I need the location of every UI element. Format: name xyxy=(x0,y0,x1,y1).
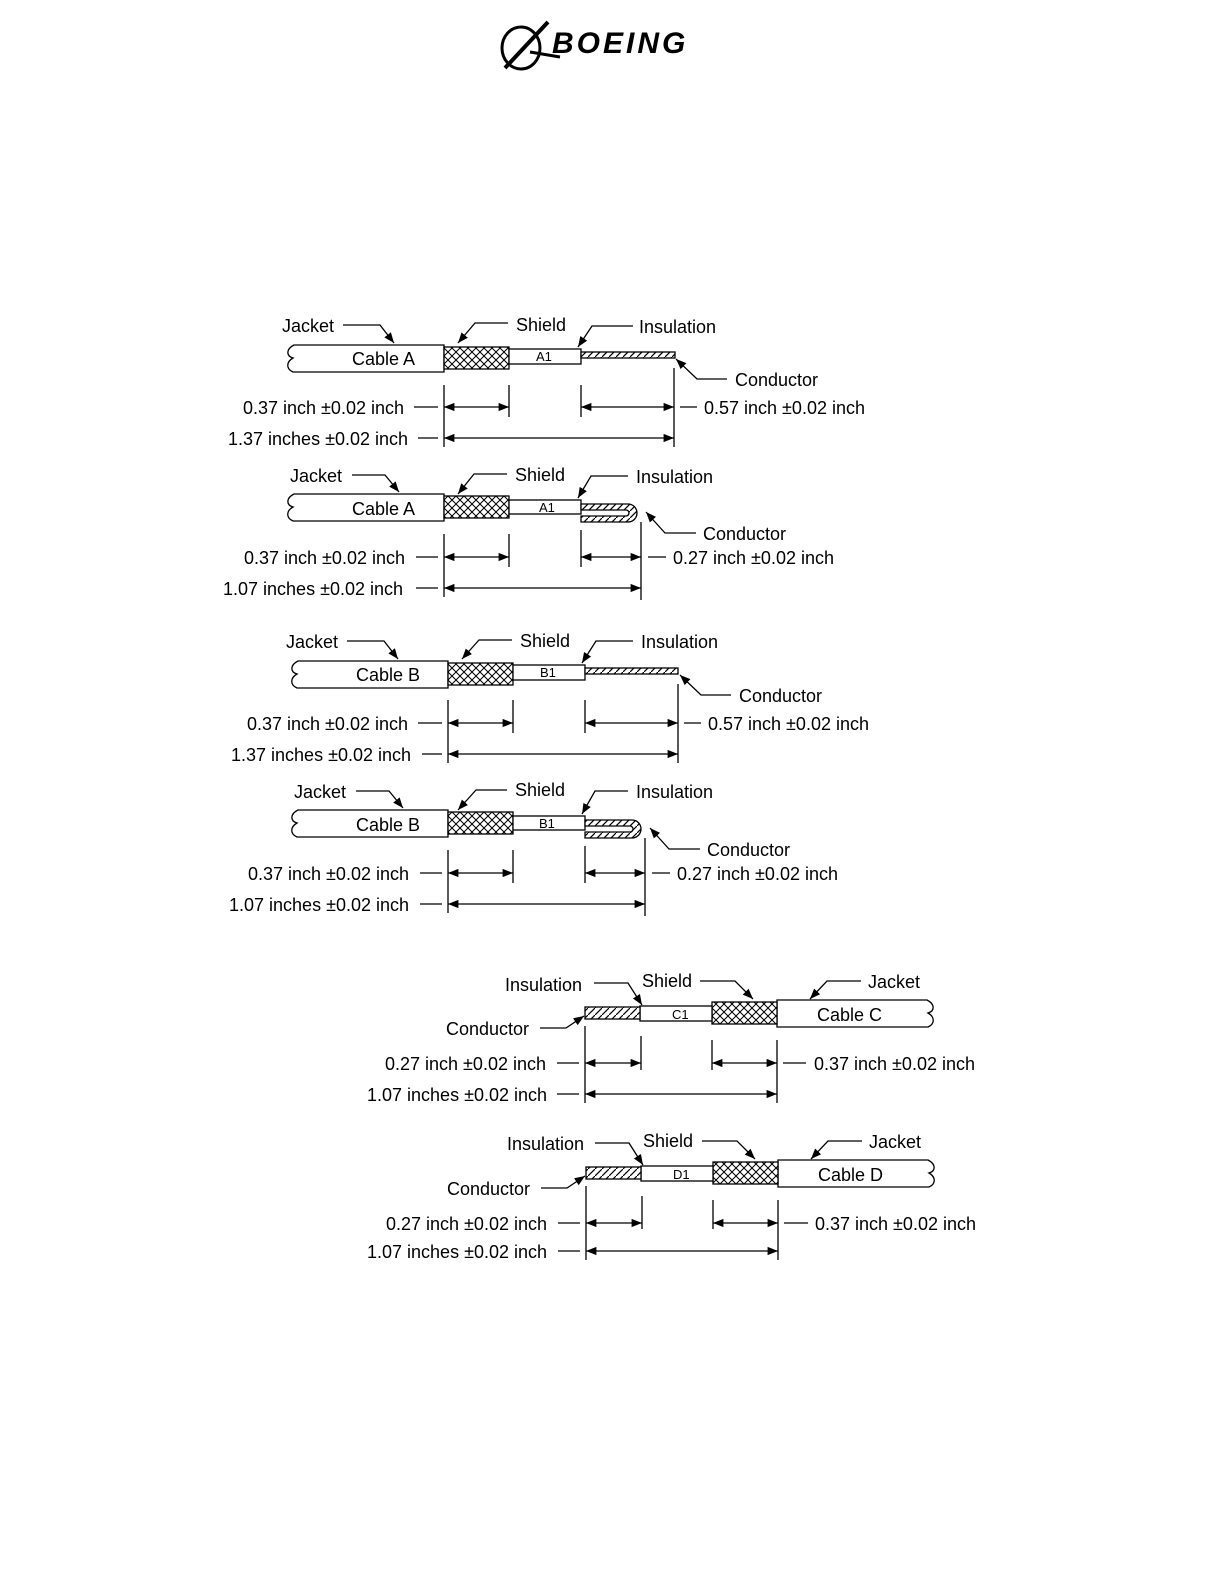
leader-line xyxy=(650,828,700,849)
leader-line xyxy=(578,326,633,347)
conductor-label: Conductor xyxy=(735,370,819,390)
dimension-label: 0.27 inch ±0.02 inch xyxy=(673,548,834,568)
leader-line xyxy=(458,790,507,810)
dimension-label: 0.37 inch ±0.02 inch xyxy=(815,1214,976,1234)
cable-name: Cable C xyxy=(817,1005,883,1025)
leader-line xyxy=(541,1176,585,1188)
jacket-label: Jacket xyxy=(869,1132,922,1152)
dimension-label: 1.37 inches ±0.02 inch xyxy=(231,745,411,765)
shield-label: Shield xyxy=(516,315,567,335)
shield-braid xyxy=(448,812,513,834)
dimension-label: 0.37 inch ±0.02 inch xyxy=(814,1054,975,1074)
insulation-label: Insulation xyxy=(505,975,583,995)
insulation-label: Insulation xyxy=(641,632,719,652)
shield-braid xyxy=(448,663,513,685)
dimension-label: 1.37 inches ±0.02 inch xyxy=(228,429,408,449)
dimension-label: 0.37 inch ±0.02 inch xyxy=(243,398,404,418)
jacket-label: Jacket xyxy=(294,782,347,802)
dimension-label: 0.27 inch ±0.02 inch xyxy=(386,1214,547,1234)
insulation-label: Insulation xyxy=(507,1134,585,1154)
marker-code: A1 xyxy=(536,349,552,364)
leader-line xyxy=(702,1141,755,1159)
shield-label: Shield xyxy=(520,631,571,651)
dimension-label: 0.27 inch ±0.02 inch xyxy=(385,1054,546,1074)
cable-name: Cable B xyxy=(356,665,421,685)
dimension-label: 0.37 inch ±0.02 inch xyxy=(244,548,405,568)
diagram-cable-c xyxy=(540,981,933,1103)
leader-line xyxy=(676,359,727,379)
marker-code: C1 xyxy=(672,1007,689,1022)
dimension-label: 0.57 inch ±0.02 inch xyxy=(708,714,869,734)
marker-code: B1 xyxy=(540,665,556,680)
shield-label: Shield xyxy=(642,971,693,991)
jacket-label: Jacket xyxy=(282,316,335,336)
leader-line xyxy=(811,1141,862,1159)
shield-braid xyxy=(444,496,509,518)
boeing-wordmark: BOEING xyxy=(552,27,689,60)
dimension-label: 0.27 inch ±0.02 inch xyxy=(677,864,838,884)
conductor-label: Conductor xyxy=(703,524,787,544)
cable-name: Cable A xyxy=(352,499,416,519)
leader-line xyxy=(582,791,628,814)
insulation-strip xyxy=(585,1007,640,1019)
jacket-label: Jacket xyxy=(868,972,921,992)
leader-line xyxy=(700,981,753,999)
cable-name: Cable D xyxy=(818,1165,884,1185)
leader-line xyxy=(810,981,861,999)
marker-code: A1 xyxy=(539,500,555,515)
jacket-label: Jacket xyxy=(286,632,339,652)
marker-code: D1 xyxy=(673,1167,690,1182)
dimension-label: 1.07 inches ±0.02 inch xyxy=(229,895,409,915)
leader-line xyxy=(540,1016,584,1028)
shield-label: Shield xyxy=(643,1131,694,1151)
leader-line xyxy=(458,474,507,494)
dimension-label: 0.37 inch ±0.02 inch xyxy=(248,864,409,884)
leader-line xyxy=(347,641,398,659)
insulation-label: Insulation xyxy=(636,467,714,487)
leader-line xyxy=(343,325,394,343)
jacket-label: Jacket xyxy=(290,466,343,486)
shield-braid xyxy=(712,1002,777,1024)
conductor-label: Conductor xyxy=(446,1019,530,1039)
leader-line xyxy=(578,476,628,498)
cable-name: Cable B xyxy=(356,815,421,835)
dimension-label: 1.07 inches ±0.02 inch xyxy=(367,1085,547,1105)
conductor-label: Conductor xyxy=(707,840,791,860)
leader-line xyxy=(594,983,642,1005)
leader-line xyxy=(646,512,696,533)
insulation-strip xyxy=(586,1167,641,1179)
leader-line xyxy=(458,323,508,343)
leader-line xyxy=(462,640,512,659)
conductor-label: Conductor xyxy=(447,1179,531,1199)
insulation-folded xyxy=(581,504,637,522)
dimension-label: 1.07 inches ±0.02 inch xyxy=(223,579,403,599)
cable-name: Cable A xyxy=(352,349,416,369)
insulation-folded xyxy=(585,820,641,838)
insulation-strip xyxy=(585,668,678,674)
shield-braid xyxy=(713,1162,778,1184)
insulation-label: Insulation xyxy=(639,317,717,337)
dimension-label: 0.57 inch ±0.02 inch xyxy=(704,398,865,418)
conductor-label: Conductor xyxy=(739,686,823,706)
boeing-logo xyxy=(502,22,688,69)
dimension-label: 1.07 inches ±0.02 inch xyxy=(367,1242,547,1262)
insulation-strip xyxy=(581,352,675,358)
leader-line xyxy=(680,675,731,695)
leader-line xyxy=(356,791,403,808)
leader-line xyxy=(595,1143,643,1165)
dimension-label: 0.37 inch ±0.02 inch xyxy=(247,714,408,734)
leader-line xyxy=(582,641,633,663)
shield-label: Shield xyxy=(515,780,566,800)
insulation-label: Insulation xyxy=(636,782,714,802)
leader-line xyxy=(352,475,399,492)
diagram-cable-d xyxy=(541,1141,934,1260)
shield-label: Shield xyxy=(515,465,566,485)
shield-braid xyxy=(444,347,509,369)
marker-code: B1 xyxy=(539,816,555,831)
